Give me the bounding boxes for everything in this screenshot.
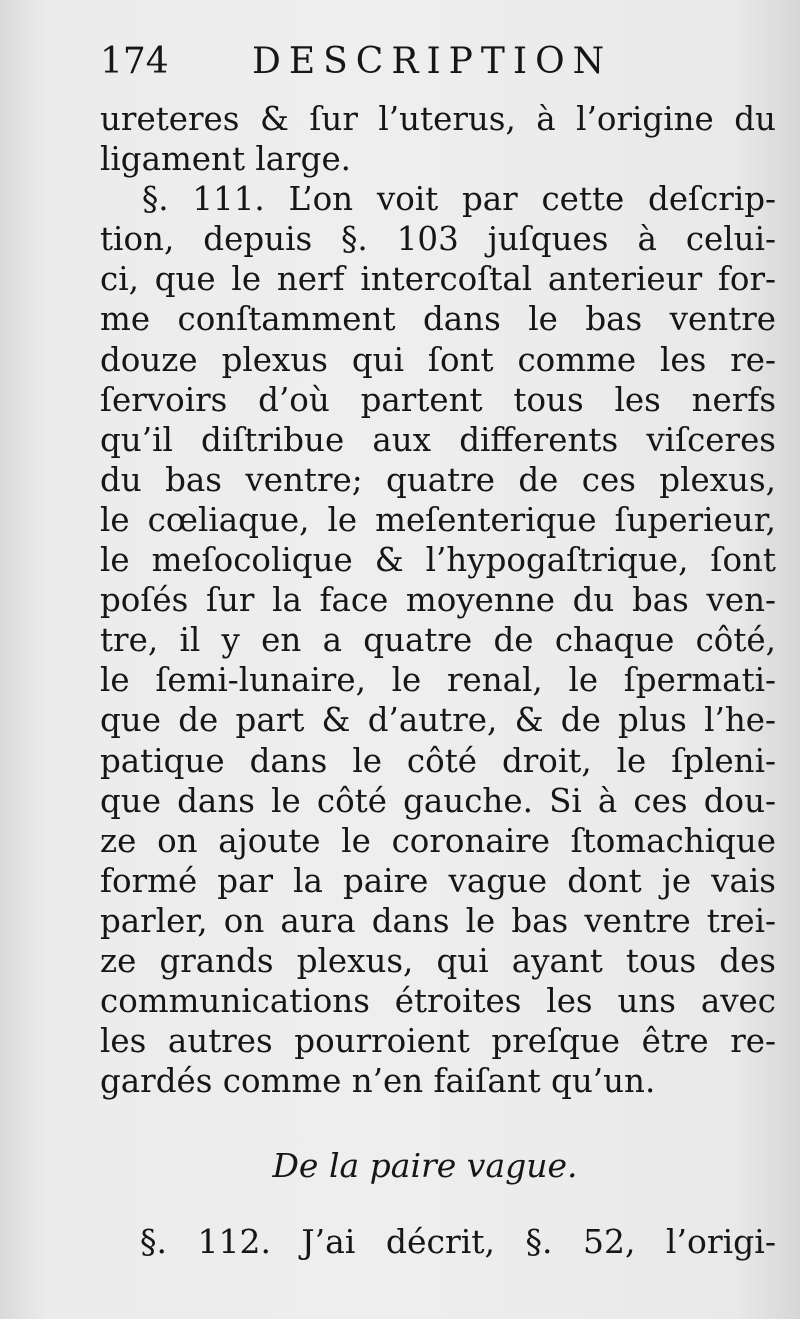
text-line: poſés ſur la face moyenne du bas ven- [100,581,776,620]
page-number: 174 [100,41,169,82]
paragraph-end-line: gardés comme n’en faiſant qu’un. [100,1062,656,1101]
text-line: patique dans le côté droit, le ſpleni- [100,741,776,780]
text-line: parler, on aura dans le bas ventre trei- [100,901,776,940]
text-line: le ſemi-lunaire, le renal, le ſpermati- [100,661,776,700]
text-line: communications étroites les uns avec [100,982,776,1021]
text-line: ſervoirs d’où partent tous les nerfs [100,380,776,419]
text-line: du bas ventre; quatre de ces plexus, [100,460,776,499]
text-line: ligament large. [100,140,352,179]
text-line: ureteres & ſur l’uterus, à l’origine du [100,100,776,138]
body-text [100,99,776,1101]
next-paragraph-start: §. 112. J’ai décrit, §. 52, l’origi- [140,1222,776,1261]
text-line: qu’il diſtribue aux differents viſceres [100,420,776,459]
text-line: formé par la paire vague dont je vais [100,861,776,900]
text-line: me conſtamment dans le bas ventre [100,300,776,339]
text-line: le cœliaque, le meſenterique ſuperieur, [100,500,776,539]
paragraph-start-line: §. 111. L’on voit par cette deſcrip- [142,180,776,219]
text-line: ze on ajoute le coronaire ſtomachique [100,821,776,860]
text-line: le meſocolique & l’hypogaſtrique, ſont [100,541,776,580]
text-line: que de part & d’autre, & de plus l’he- [100,701,776,740]
text-line: les autres pourroient preſque être re- [100,1022,776,1061]
running-head [100,38,780,86]
text-line: ze grands plexus, qui ayant tous des [100,941,776,980]
text-line: ci, que le nerf intercoſtal anterieur for- [100,260,776,299]
text-line: douze plexus qui ſont comme les re- [100,340,776,379]
section-heading-text: De la paire vague. [272,1146,578,1185]
section-heading [0,1144,800,1188]
text-line: tion, depuis §. 103 juſques à celui- [100,220,776,259]
text-line: que dans le côté gauche. Si à ces dou- [100,781,776,820]
text-line: tre, il y en a quatre de chaque côté, [100,621,776,660]
running-title: DESCRIPTION [252,41,613,82]
